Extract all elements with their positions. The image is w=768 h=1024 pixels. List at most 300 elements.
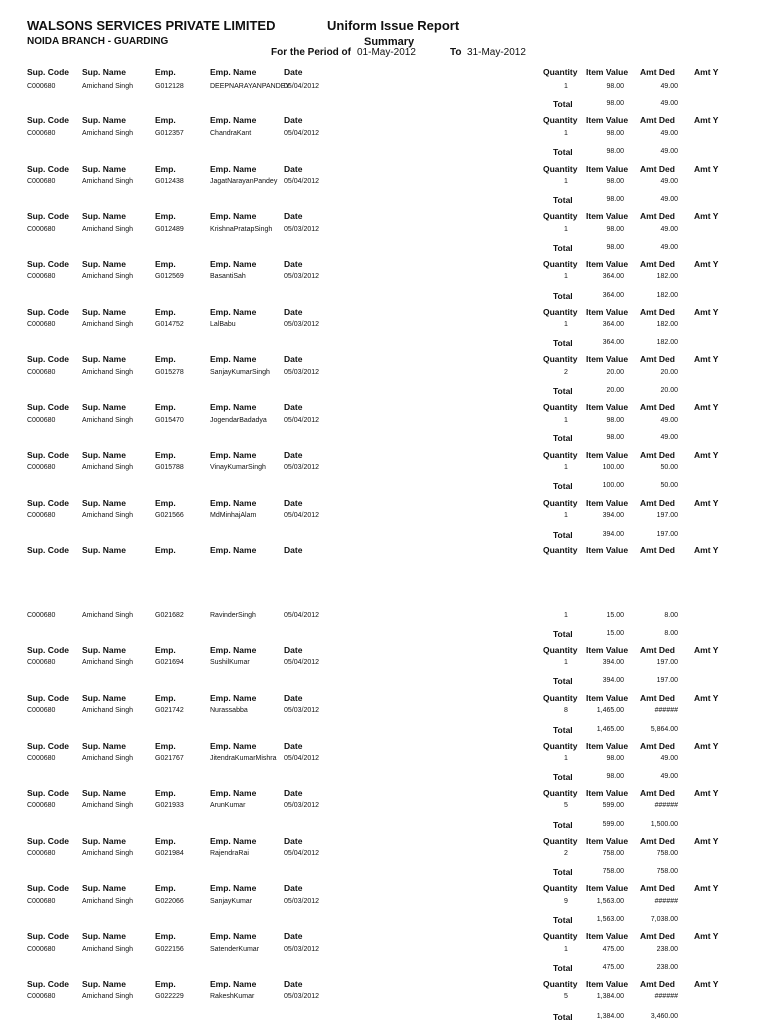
cell-item-value: 394.00 <box>602 512 624 519</box>
cell-item-value: 98.00 <box>606 755 624 762</box>
col-header-amt-y: Amt Y <box>694 402 719 412</box>
col-header-quantity: Quantity <box>543 645 578 655</box>
cell-date: 05/04/2012 <box>284 83 320 90</box>
cell-item-value: 100.00 <box>602 464 624 471</box>
cell-emp: G021984 <box>155 850 184 857</box>
col-header-amt-ded: Amt Ded <box>640 788 675 798</box>
col-header-amt-y: Amt Y <box>694 883 719 893</box>
cell-amt-ded: ###### <box>654 898 678 905</box>
col-header-date: Date <box>284 979 303 989</box>
col-header-amt-y: Amt Y <box>694 741 719 751</box>
col-header-quantity: Quantity <box>543 498 578 508</box>
cell-sup-code: C000680 <box>27 417 56 424</box>
col-header-sup-name: Sup. Name <box>82 741 126 751</box>
cell-quantity: 1 <box>564 512 568 519</box>
cell-sup-code: C000680 <box>27 273 56 280</box>
col-header-date: Date <box>284 354 303 364</box>
cell-quantity: 2 <box>564 850 568 857</box>
cell-sup-code: C000680 <box>27 512 56 519</box>
total-amt-ded: 49.00 <box>660 196 678 203</box>
total-item-value: 475.00 <box>602 964 624 971</box>
branch-name: NOIDA BRANCH - GUARDING <box>27 36 169 47</box>
col-header-quantity: Quantity <box>543 402 578 412</box>
cell-amt-ded: ###### <box>654 707 678 714</box>
col-header-item-value: Item Value <box>586 693 629 703</box>
col-header-amt-y: Amt Y <box>694 498 719 508</box>
cell-amt-ded: ###### <box>654 993 678 1000</box>
total-label: Total <box>553 433 573 443</box>
col-header-amt-y: Amt Y <box>694 788 719 798</box>
cell-sup-name: Amichand Singh <box>82 417 133 424</box>
cell-emp: G021682 <box>155 612 184 619</box>
col-header-sup-code: Sup. Code <box>27 354 70 364</box>
col-header-quantity: Quantity <box>543 450 578 460</box>
cell-date: 05/04/2012 <box>284 512 320 519</box>
col-header-sup-name: Sup. Name <box>82 259 126 269</box>
cell-amt-ded: 49.00 <box>660 83 678 90</box>
col-header-amt-ded: Amt Ded <box>640 164 675 174</box>
col-header-amt-y: Amt Y <box>694 545 719 555</box>
col-header-item-value: Item Value <box>586 788 629 798</box>
period-from: 01-May-2012 <box>357 47 416 58</box>
cell-date: 05/04/2012 <box>284 130 320 137</box>
col-header-sup-name: Sup. Name <box>82 164 126 174</box>
col-header-sup-name: Sup. Name <box>82 979 126 989</box>
col-header-emp: Emp. <box>155 115 176 125</box>
col-header-amt-y: Amt Y <box>694 307 719 317</box>
cell-sup-name: Amichand Singh <box>82 612 133 619</box>
total-item-value: 758.00 <box>602 868 624 875</box>
col-header-sup-name: Sup. Name <box>82 67 126 77</box>
cell-emp-name: KrishnaPratapSingh <box>210 226 273 233</box>
total-amt-ded: 197.00 <box>656 531 678 538</box>
cell-emp-name: JogendarBadadya <box>210 417 267 424</box>
total-item-value: 1,465.00 <box>596 726 624 733</box>
col-header-emp: Emp. <box>155 211 176 221</box>
cell-date: 05/03/2012 <box>284 226 320 233</box>
col-header-sup-code: Sup. Code <box>27 693 70 703</box>
cell-sup-code: C000680 <box>27 755 56 762</box>
total-item-value: 599.00 <box>602 821 624 828</box>
col-header-item-value: Item Value <box>586 931 629 941</box>
col-header-sup-name: Sup. Name <box>82 693 126 703</box>
cell-amt-ded: 197.00 <box>656 659 678 666</box>
cell-amt-ded: 238.00 <box>656 946 678 953</box>
col-header-emp-name: Emp. Name <box>210 931 257 941</box>
col-header-date: Date <box>284 164 303 174</box>
cell-emp-name: Nurassabba <box>210 707 248 714</box>
cell-emp: G012128 <box>155 83 184 90</box>
col-header-sup-name: Sup. Name <box>82 402 126 412</box>
col-header-amt-y: Amt Y <box>694 67 719 77</box>
col-header-item-value: Item Value <box>586 836 629 846</box>
total-label: Total <box>553 725 573 735</box>
total-label: Total <box>553 820 573 830</box>
col-header-sup-code: Sup. Code <box>27 836 70 846</box>
col-header-sup-name: Sup. Name <box>82 211 126 221</box>
total-amt-ded: 20.00 <box>660 387 678 394</box>
col-header-item-value: Item Value <box>586 67 629 77</box>
col-header-amt-ded: Amt Ded <box>640 645 675 655</box>
col-header-sup-name: Sup. Name <box>82 836 126 846</box>
cell-item-value: 15.00 <box>606 612 624 619</box>
cell-amt-ded: 49.00 <box>660 755 678 762</box>
col-header-amt-y: Amt Y <box>694 164 719 174</box>
total-amt-ded: 758.00 <box>656 868 678 875</box>
cell-date: 05/04/2012 <box>284 178 320 185</box>
total-amt-ded: 7,038.00 <box>650 916 678 923</box>
cell-sup-code: C000680 <box>27 659 56 666</box>
cell-quantity: 1 <box>564 417 568 424</box>
total-label: Total <box>553 676 573 686</box>
col-header-amt-ded: Amt Ded <box>640 211 675 221</box>
col-header-emp: Emp. <box>155 354 176 364</box>
cell-sup-code: C000680 <box>27 946 56 953</box>
cell-emp-name: SanjayKumar <box>210 898 253 905</box>
col-header-quantity: Quantity <box>543 545 578 555</box>
cell-date: 05/03/2012 <box>284 946 320 953</box>
col-header-amt-ded: Amt Ded <box>640 545 675 555</box>
col-header-sup-code: Sup. Code <box>27 788 70 798</box>
cell-amt-ded: 50.00 <box>660 464 678 471</box>
cell-sup-name: Amichand Singh <box>82 659 133 666</box>
cell-sup-name: Amichand Singh <box>82 226 133 233</box>
total-item-value: 98.00 <box>606 196 624 203</box>
col-header-date: Date <box>284 836 303 846</box>
cell-sup-code: C000680 <box>27 898 56 905</box>
cell-sup-code: C000680 <box>27 993 56 1000</box>
col-header-emp-name: Emp. Name <box>210 354 257 364</box>
col-header-emp: Emp. <box>155 307 176 317</box>
col-header-amt-ded: Amt Ded <box>640 307 675 317</box>
col-header-quantity: Quantity <box>543 741 578 751</box>
cell-emp-name: DEEPNARAYANPANDEY <box>210 83 291 90</box>
col-header-date: Date <box>284 788 303 798</box>
total-item-value: 364.00 <box>602 292 624 299</box>
col-header-item-value: Item Value <box>586 450 629 460</box>
cell-date: 05/03/2012 <box>284 321 320 328</box>
total-amt-ded: 49.00 <box>660 773 678 780</box>
cell-emp-name: JagatNarayanPandey <box>210 178 278 185</box>
cell-date: 05/03/2012 <box>284 273 320 280</box>
total-label: Total <box>553 867 573 877</box>
col-header-sup-code: Sup. Code <box>27 115 70 125</box>
total-label: Total <box>553 772 573 782</box>
col-header-emp-name: Emp. Name <box>210 645 257 655</box>
col-header-quantity: Quantity <box>543 67 578 77</box>
cell-emp: G021566 <box>155 512 184 519</box>
cell-emp: G021767 <box>155 755 184 762</box>
total-item-value: 20.00 <box>606 387 624 394</box>
col-header-date: Date <box>284 693 303 703</box>
cell-sup-name: Amichand Singh <box>82 369 133 376</box>
col-header-item-value: Item Value <box>586 354 629 364</box>
col-header-date: Date <box>284 498 303 508</box>
col-header-date: Date <box>284 741 303 751</box>
col-header-emp: Emp. <box>155 259 176 269</box>
cell-sup-code: C000680 <box>27 178 56 185</box>
total-amt-ded: 1,500.00 <box>650 821 678 828</box>
total-label: Total <box>553 915 573 925</box>
total-amt-ded: 3,460.00 <box>650 1013 678 1020</box>
col-header-amt-y: Amt Y <box>694 645 719 655</box>
col-header-amt-ded: Amt Ded <box>640 259 675 269</box>
col-header-sup-name: Sup. Name <box>82 545 126 555</box>
col-header-emp-name: Emp. Name <box>210 883 257 893</box>
col-header-sup-code: Sup. Code <box>27 67 70 77</box>
col-header-emp: Emp. <box>155 836 176 846</box>
col-header-item-value: Item Value <box>586 402 629 412</box>
cell-quantity: 5 <box>564 802 568 809</box>
cell-emp: G015278 <box>155 369 184 376</box>
report-title: Uniform Issue Report <box>327 18 460 33</box>
total-item-value: 98.00 <box>606 434 624 441</box>
total-label: Total <box>553 386 573 396</box>
cell-item-value: 364.00 <box>602 321 624 328</box>
col-header-amt-ded: Amt Ded <box>640 354 675 364</box>
col-header-emp-name: Emp. Name <box>210 307 257 317</box>
cell-emp-name: JitendraKumarMishra <box>210 755 277 762</box>
cell-sup-name: Amichand Singh <box>82 898 133 905</box>
col-header-quantity: Quantity <box>543 211 578 221</box>
cell-emp-name: SanjayKumarSingh <box>210 369 270 376</box>
col-header-item-value: Item Value <box>586 115 629 125</box>
col-header-sup-name: Sup. Name <box>82 645 126 655</box>
col-header-emp: Emp. <box>155 545 176 555</box>
total-label: Total <box>553 243 573 253</box>
total-item-value: 15.00 <box>606 630 624 637</box>
col-header-emp-name: Emp. Name <box>210 498 257 508</box>
cell-item-value: 599.00 <box>602 802 624 809</box>
total-label: Total <box>553 1012 573 1022</box>
cell-amt-ded: 49.00 <box>660 130 678 137</box>
col-header-amt-ded: Amt Ded <box>640 741 675 751</box>
col-header-sup-name: Sup. Name <box>82 450 126 460</box>
total-item-value: 1,563.00 <box>596 916 624 923</box>
cell-sup-name: Amichand Singh <box>82 321 133 328</box>
cell-emp-name: BasantiSah <box>210 273 246 280</box>
col-header-sup-code: Sup. Code <box>27 259 70 269</box>
cell-quantity: 1 <box>564 464 568 471</box>
col-header-quantity: Quantity <box>543 836 578 846</box>
total-label: Total <box>553 629 573 639</box>
cell-sup-name: Amichand Singh <box>82 512 133 519</box>
cell-amt-ded: 182.00 <box>656 321 678 328</box>
cell-quantity: 8 <box>564 707 568 714</box>
cell-amt-ded: 8.00 <box>664 612 678 619</box>
cell-amt-ded: 182.00 <box>656 273 678 280</box>
col-header-quantity: Quantity <box>543 307 578 317</box>
cell-item-value: 758.00 <box>602 850 624 857</box>
cell-item-value: 1,465.00 <box>596 707 624 714</box>
col-header-date: Date <box>284 115 303 125</box>
col-header-amt-y: Amt Y <box>694 354 719 364</box>
report-subtitle: Summary <box>364 36 415 48</box>
col-header-emp: Emp. <box>155 979 176 989</box>
cell-amt-ded: 49.00 <box>660 226 678 233</box>
col-header-quantity: Quantity <box>543 354 578 364</box>
cell-emp: G021742 <box>155 707 184 714</box>
cell-quantity: 1 <box>564 755 568 762</box>
col-header-item-value: Item Value <box>586 741 629 751</box>
col-header-amt-y: Amt Y <box>694 450 719 460</box>
col-header-date: Date <box>284 67 303 77</box>
col-header-amt-y: Amt Y <box>694 115 719 125</box>
col-header-date: Date <box>284 259 303 269</box>
col-header-emp-name: Emp. Name <box>210 788 257 798</box>
cell-quantity: 5 <box>564 993 568 1000</box>
total-amt-ded: 49.00 <box>660 100 678 107</box>
col-header-item-value: Item Value <box>586 211 629 221</box>
cell-quantity: 1 <box>564 83 568 90</box>
cell-sup-code: C000680 <box>27 464 56 471</box>
cell-emp: G015788 <box>155 464 184 471</box>
cell-emp: G022156 <box>155 946 184 953</box>
cell-item-value: 394.00 <box>602 659 624 666</box>
cell-item-value: 364.00 <box>602 273 624 280</box>
cell-sup-name: Amichand Singh <box>82 993 133 1000</box>
cell-emp: G012357 <box>155 130 184 137</box>
col-header-amt-ded: Amt Ded <box>640 115 675 125</box>
period-to: 31-May-2012 <box>467 47 526 58</box>
col-header-emp-name: Emp. Name <box>210 836 257 846</box>
col-header-date: Date <box>284 211 303 221</box>
cell-amt-ded: 20.00 <box>660 369 678 376</box>
cell-item-value: 20.00 <box>606 369 624 376</box>
total-amt-ded: 5,864.00 <box>650 726 678 733</box>
col-header-amt-ded: Amt Ded <box>640 450 675 460</box>
cell-quantity: 1 <box>564 178 568 185</box>
period-to-label: To <box>450 47 462 58</box>
col-header-amt-ded: Amt Ded <box>640 836 675 846</box>
cell-sup-code: C000680 <box>27 369 56 376</box>
total-item-value: 364.00 <box>602 339 624 346</box>
cell-date: 05/03/2012 <box>284 898 320 905</box>
total-amt-ded: 182.00 <box>656 339 678 346</box>
cell-sup-code: C000680 <box>27 226 56 233</box>
cell-date: 05/04/2012 <box>284 417 320 424</box>
total-label: Total <box>553 338 573 348</box>
cell-quantity: 1 <box>564 321 568 328</box>
cell-amt-ded: 758.00 <box>656 850 678 857</box>
cell-sup-name: Amichand Singh <box>82 850 133 857</box>
col-header-date: Date <box>284 645 303 655</box>
total-label: Total <box>553 530 573 540</box>
cell-date: 05/03/2012 <box>284 993 320 1000</box>
col-header-emp: Emp. <box>155 788 176 798</box>
total-label: Total <box>553 963 573 973</box>
total-item-value: 394.00 <box>602 677 624 684</box>
col-header-item-value: Item Value <box>586 545 629 555</box>
cell-quantity: 1 <box>564 130 568 137</box>
col-header-amt-ded: Amt Ded <box>640 67 675 77</box>
cell-emp: G022229 <box>155 993 184 1000</box>
cell-item-value: 98.00 <box>606 130 624 137</box>
total-item-value: 1,384.00 <box>596 1013 624 1020</box>
total-item-value: 98.00 <box>606 773 624 780</box>
col-header-amt-y: Amt Y <box>694 979 719 989</box>
col-header-emp-name: Emp. Name <box>210 450 257 460</box>
col-header-sup-code: Sup. Code <box>27 211 70 221</box>
total-item-value: 98.00 <box>606 100 624 107</box>
cell-sup-code: C000680 <box>27 850 56 857</box>
total-label: Total <box>553 291 573 301</box>
col-header-sup-code: Sup. Code <box>27 645 70 655</box>
cell-emp-name: VinayKumarSingh <box>210 464 266 471</box>
col-header-sup-name: Sup. Name <box>82 883 126 893</box>
total-item-value: 394.00 <box>602 531 624 538</box>
cell-emp: G014752 <box>155 321 184 328</box>
col-header-emp: Emp. <box>155 741 176 751</box>
col-header-emp: Emp. <box>155 498 176 508</box>
col-header-amt-ded: Amt Ded <box>640 931 675 941</box>
col-header-date: Date <box>284 450 303 460</box>
cell-quantity: 1 <box>564 273 568 280</box>
col-header-item-value: Item Value <box>586 498 629 508</box>
col-header-sup-code: Sup. Code <box>27 545 70 555</box>
col-header-emp-name: Emp. Name <box>210 211 257 221</box>
col-header-quantity: Quantity <box>543 115 578 125</box>
cell-amt-ded: 49.00 <box>660 417 678 424</box>
col-header-item-value: Item Value <box>586 164 629 174</box>
cell-item-value: 98.00 <box>606 226 624 233</box>
col-header-quantity: Quantity <box>543 788 578 798</box>
col-header-date: Date <box>284 402 303 412</box>
cell-sup-name: Amichand Singh <box>82 273 133 280</box>
col-header-emp-name: Emp. Name <box>210 979 257 989</box>
cell-quantity: 1 <box>564 946 568 953</box>
total-amt-ded: 50.00 <box>660 482 678 489</box>
col-header-emp: Emp. <box>155 67 176 77</box>
col-header-amt-ded: Amt Ded <box>640 883 675 893</box>
col-header-emp-name: Emp. Name <box>210 545 257 555</box>
col-header-amt-y: Amt Y <box>694 259 719 269</box>
col-header-quantity: Quantity <box>543 164 578 174</box>
col-header-item-value: Item Value <box>586 307 629 317</box>
cell-emp: G021933 <box>155 802 184 809</box>
col-header-emp-name: Emp. Name <box>210 259 257 269</box>
total-amt-ded: 197.00 <box>656 677 678 684</box>
col-header-emp-name: Emp. Name <box>210 402 257 412</box>
total-label: Total <box>553 195 573 205</box>
company-name: WALSONS SERVICES PRIVATE LIMITED <box>27 18 276 33</box>
col-header-item-value: Item Value <box>586 259 629 269</box>
cell-sup-code: C000680 <box>27 321 56 328</box>
col-header-emp-name: Emp. Name <box>210 115 257 125</box>
cell-emp: G015470 <box>155 417 184 424</box>
cell-sup-name: Amichand Singh <box>82 802 133 809</box>
total-amt-ded: 49.00 <box>660 434 678 441</box>
col-header-amt-ded: Amt Ded <box>640 402 675 412</box>
cell-emp-name: RavinderSingh <box>210 612 256 619</box>
col-header-sup-code: Sup. Code <box>27 450 70 460</box>
total-label: Total <box>553 147 573 157</box>
cell-date: 05/04/2012 <box>284 755 320 762</box>
col-header-sup-name: Sup. Name <box>82 788 126 798</box>
cell-sup-code: C000680 <box>27 612 56 619</box>
col-header-amt-y: Amt Y <box>694 836 719 846</box>
cell-item-value: 98.00 <box>606 83 624 90</box>
col-header-sup-code: Sup. Code <box>27 402 70 412</box>
total-amt-ded: 238.00 <box>656 964 678 971</box>
cell-item-value: 98.00 <box>606 178 624 185</box>
total-amt-ded: 49.00 <box>660 148 678 155</box>
cell-emp-name: LalBabu <box>210 321 236 328</box>
col-header-item-value: Item Value <box>586 883 629 893</box>
cell-quantity: 1 <box>564 226 568 233</box>
col-header-sup-code: Sup. Code <box>27 164 70 174</box>
col-header-amt-ded: Amt Ded <box>640 979 675 989</box>
